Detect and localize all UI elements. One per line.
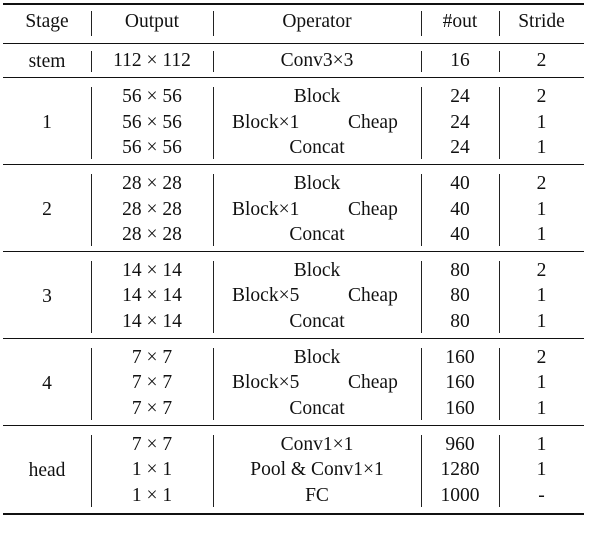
out-channels: 1280 — [440, 459, 480, 481]
column-divider — [213, 174, 214, 246]
out-channels: 40 — [450, 198, 470, 220]
column-divider — [213, 261, 214, 333]
output-size: 56 × 56 — [122, 111, 182, 133]
column-header: Stride — [518, 11, 565, 32]
stride-value: 1 — [536, 285, 547, 307]
stage-label: 2 — [42, 199, 52, 221]
output-size: 1 × 1 — [131, 484, 173, 506]
operator-name: Concat — [289, 310, 345, 332]
stride-value: 2 — [536, 260, 547, 282]
output-size: 7 × 7 — [131, 397, 173, 419]
out-channels: 40 — [450, 173, 470, 195]
operator-name: Concat — [289, 136, 345, 158]
column-divider — [91, 87, 92, 159]
output-size: 28 × 28 — [122, 173, 182, 195]
output-size: 7 × 7 — [131, 347, 173, 368]
output-size: 112 × 112 — [113, 50, 191, 71]
operator-name: Block — [293, 347, 341, 368]
column-divider — [421, 348, 422, 420]
stride-value: 1 — [536, 459, 547, 481]
out-channels: 24 — [450, 111, 470, 133]
column-divider — [421, 51, 422, 72]
column-divider — [499, 261, 500, 333]
stride-value: - — [538, 484, 545, 506]
column-divider — [499, 435, 500, 507]
column-divider — [91, 435, 92, 507]
output-size: 14 × 14 — [122, 285, 182, 307]
out-channels: 40 — [450, 223, 470, 245]
group-rule — [3, 251, 584, 252]
group-rule — [3, 338, 584, 339]
column-divider — [91, 261, 92, 333]
operator-note: Cheap — [348, 198, 398, 220]
operator-note: Cheap — [348, 285, 398, 307]
operator-name: Concat — [289, 397, 345, 419]
column-divider — [91, 174, 92, 246]
column-divider — [91, 11, 92, 36]
stride-value: 1 — [536, 136, 547, 158]
stride-value: 1 — [536, 111, 547, 133]
stride-value: 1 — [536, 372, 547, 394]
operator-name: Block×5 — [232, 285, 300, 307]
column-divider — [421, 261, 422, 333]
operator-name: Pool & Conv1×1 — [250, 459, 384, 481]
output-size: 1 × 1 — [131, 459, 173, 481]
output-size: 28 × 28 — [122, 198, 182, 220]
column-divider — [421, 11, 422, 36]
output-size: 7 × 7 — [131, 433, 173, 455]
stride-value: 2 — [536, 347, 547, 368]
output-size: 7 × 7 — [131, 372, 173, 394]
column-divider — [499, 174, 500, 246]
operator-name: Block — [293, 86, 341, 108]
out-channels: 16 — [450, 50, 470, 71]
operator-name: Block — [293, 260, 341, 282]
out-channels: 160 — [445, 372, 475, 394]
stage-label: 1 — [42, 112, 52, 134]
out-channels: 80 — [450, 260, 470, 282]
output-size: 14 × 14 — [122, 310, 182, 332]
column-divider — [499, 51, 500, 72]
operator-name: Block — [293, 173, 341, 195]
out-channels: 24 — [450, 86, 470, 108]
out-channels: 80 — [450, 310, 470, 332]
column-divider — [499, 348, 500, 420]
column-divider — [499, 11, 500, 36]
group-rule — [3, 425, 584, 426]
stage-label: 4 — [42, 372, 52, 394]
operator-note: Cheap — [348, 372, 398, 394]
header-rule — [3, 43, 584, 44]
operator-name: Conv3×3 — [280, 50, 354, 71]
column-divider — [213, 51, 214, 72]
column-header: #out — [442, 11, 478, 32]
out-channels: 160 — [445, 347, 475, 368]
stride-value: 2 — [536, 173, 547, 195]
column-divider — [213, 435, 214, 507]
stride-value: 1 — [536, 223, 547, 245]
column-header: Stage — [25, 11, 69, 32]
top-rule — [3, 3, 584, 5]
stride-value: 2 — [536, 86, 547, 108]
output-size: 56 × 56 — [122, 136, 182, 158]
stride-value: 2 — [536, 50, 547, 71]
stride-value: 1 — [536, 310, 547, 332]
stride-value: 1 — [536, 433, 547, 455]
column-divider — [91, 51, 92, 72]
stride-value: 1 — [536, 198, 547, 220]
out-channels: 24 — [450, 136, 470, 158]
operator-name: FC — [305, 484, 329, 506]
output-size: 56 × 56 — [122, 86, 182, 108]
out-channels: 160 — [445, 397, 475, 419]
stage-label: stem — [28, 50, 66, 72]
operator-name: Block×5 — [232, 372, 300, 394]
bottom-rule — [3, 513, 584, 515]
output-size: 28 × 28 — [122, 223, 182, 245]
operator-name: Concat — [289, 223, 345, 245]
group-rule — [3, 77, 584, 78]
group-rule — [3, 164, 584, 165]
operator-name: Block×1 — [232, 198, 300, 220]
column-header: Operator — [282, 11, 352, 32]
stride-value: 1 — [536, 397, 547, 419]
column-header: Output — [124, 11, 180, 32]
out-channels: 80 — [450, 285, 470, 307]
column-divider — [213, 87, 214, 159]
operator-note: Cheap — [348, 111, 398, 133]
out-channels: 1000 — [440, 484, 480, 506]
operator-name: Block×1 — [232, 111, 300, 133]
operator-name: Conv1×1 — [280, 433, 354, 455]
column-divider — [499, 87, 500, 159]
column-divider — [421, 435, 422, 507]
stage-label: 3 — [42, 286, 52, 308]
column-divider — [421, 87, 422, 159]
output-size: 14 × 14 — [122, 260, 182, 282]
stage-label: head — [28, 459, 66, 481]
out-channels: 960 — [445, 433, 475, 455]
column-divider — [213, 348, 214, 420]
column-divider — [421, 174, 422, 246]
column-divider — [213, 11, 214, 36]
column-divider — [91, 348, 92, 420]
